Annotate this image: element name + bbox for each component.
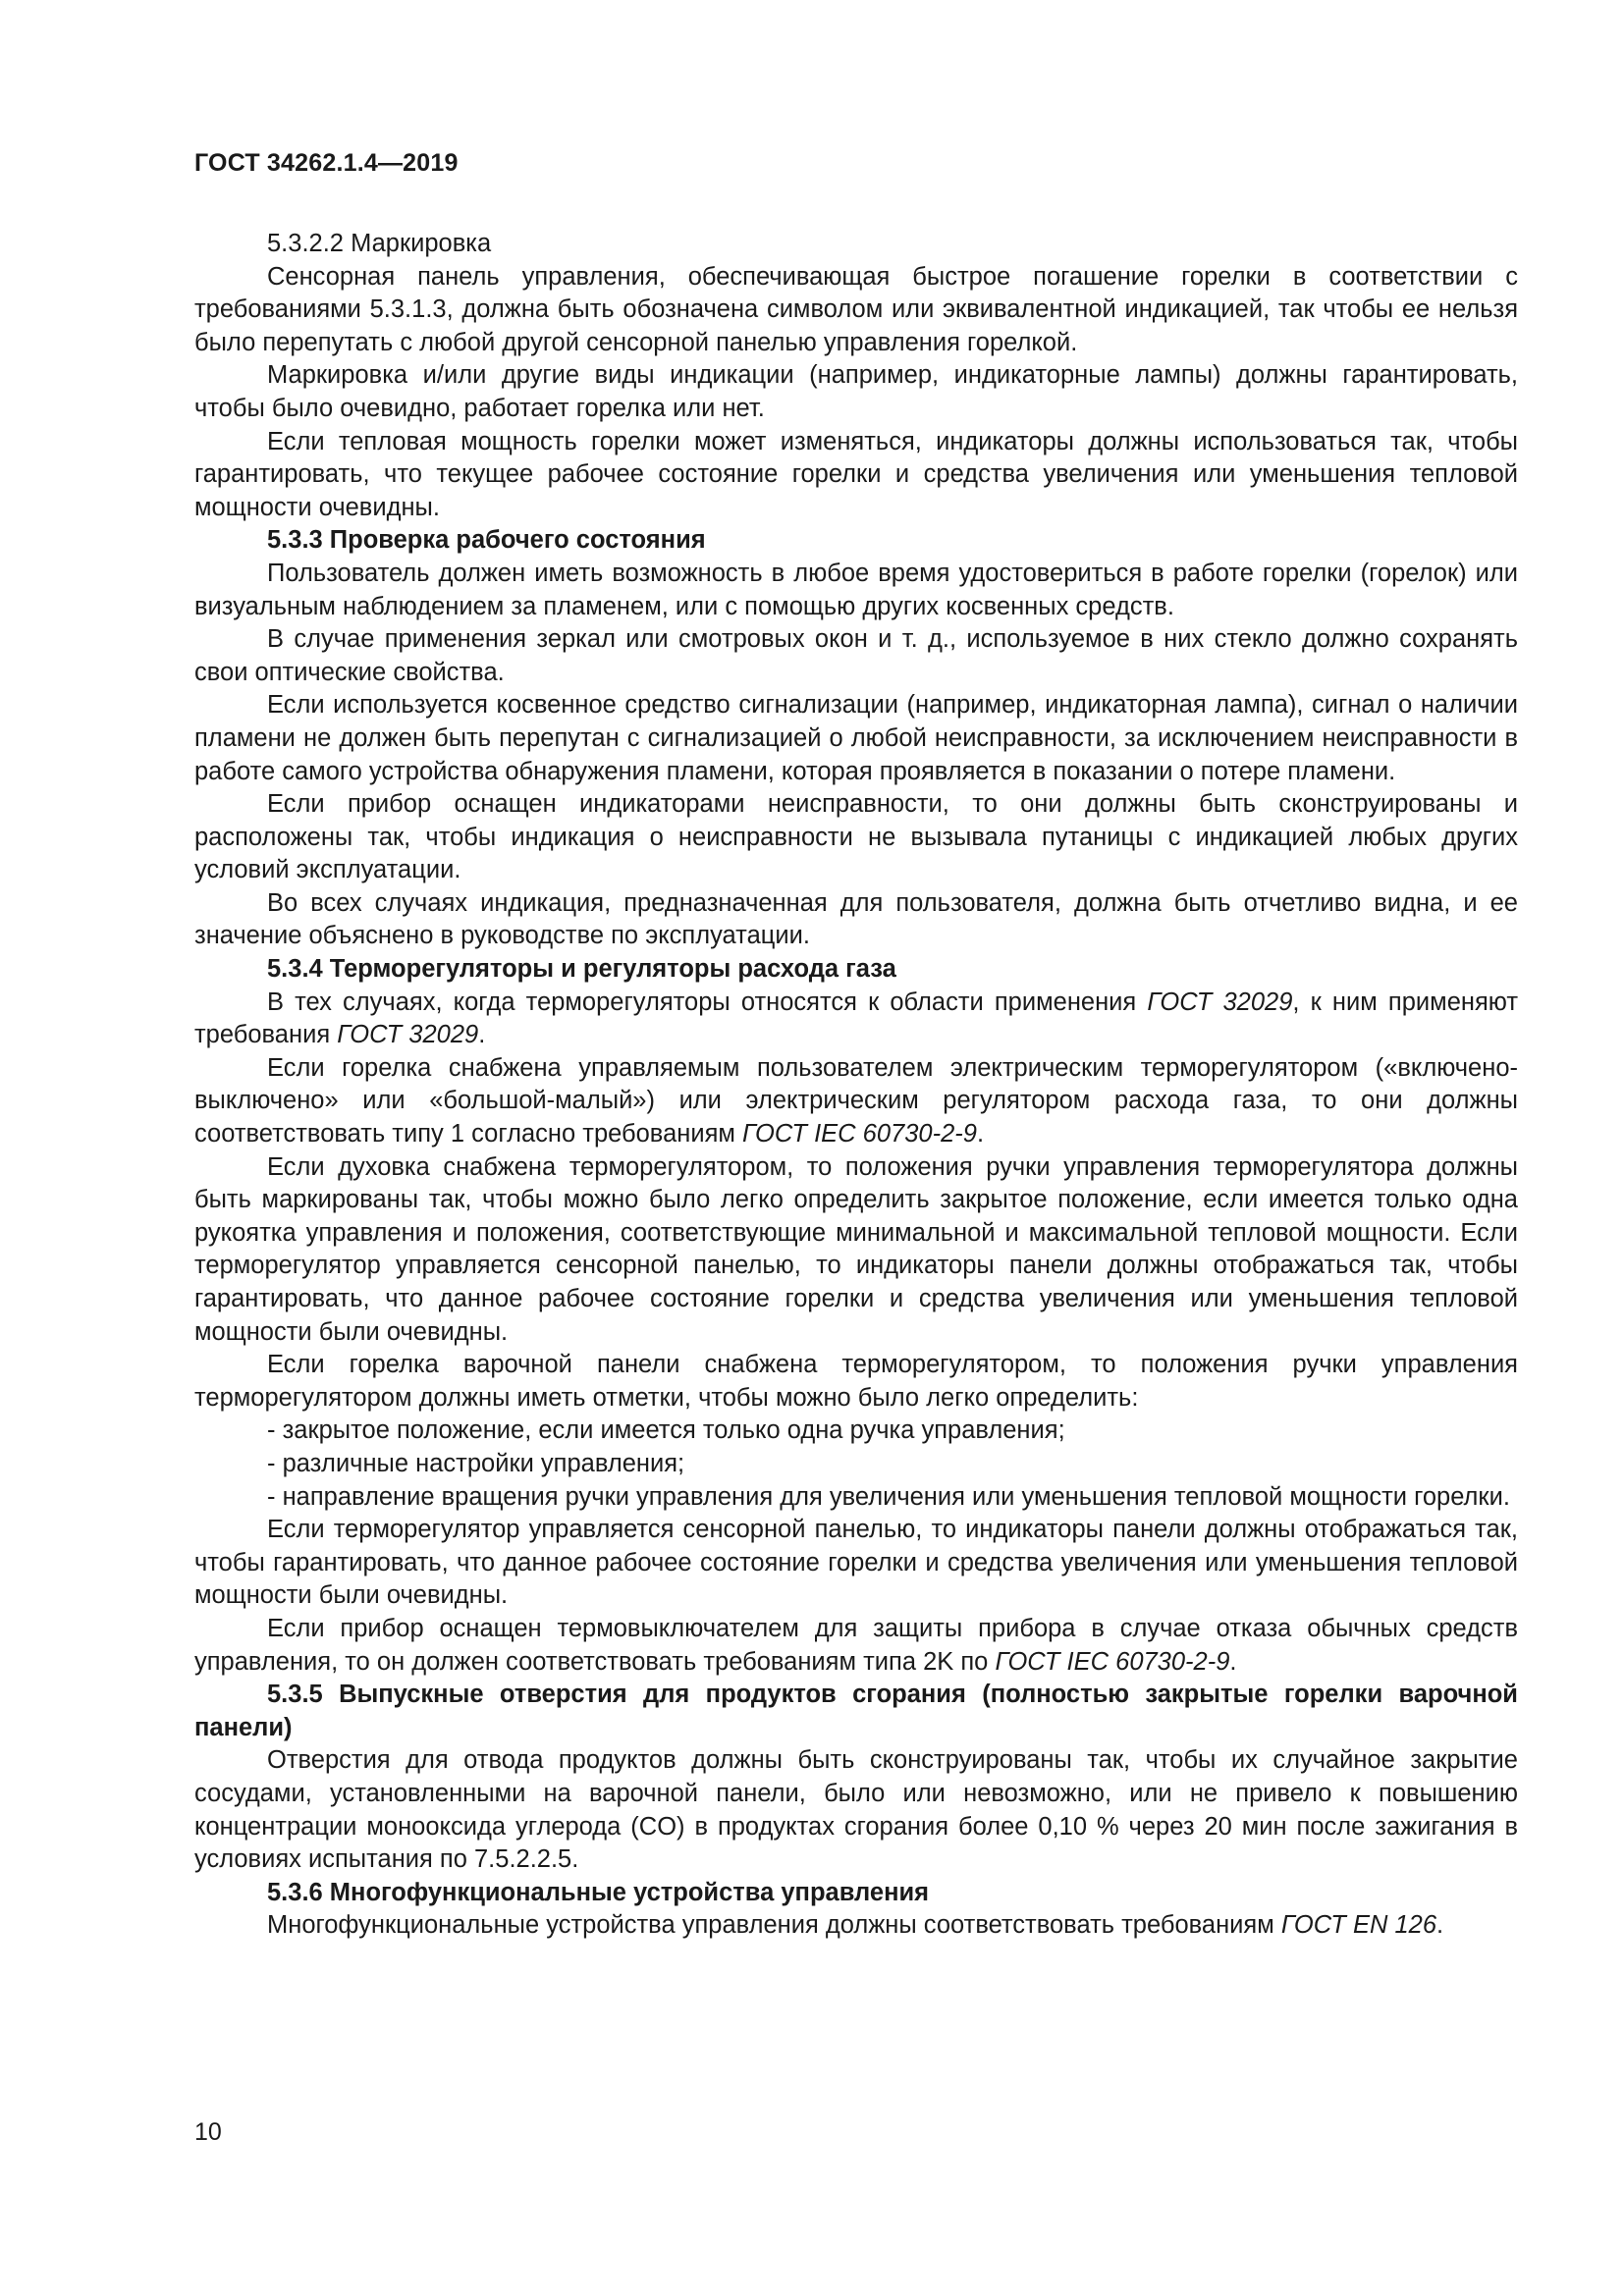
paragraph: Если используется косвенное средство сигнализации (например, индикаторная лампа), сигнал о наличии пламени не должен быть перепутан с сигнализацией о любой неисправности, за исключением неисправности в работе самого устройства обнаружения пламени, которая проявляется в показании о потере пламени. <box>194 691 1518 785</box>
standard-reference: ГОСТ 32029 <box>337 1021 479 1049</box>
text-run: , к ним применяют требования <box>194 988 1519 1049</box>
section-5-3-3-heading: 5.3.3 Проверка рабочего состояния <box>267 526 706 555</box>
section-5-3-6-heading: 5.3.6 Многофункциональные устройства управления <box>267 1878 930 1906</box>
document-body <box>194 228 1518 1943</box>
section-5-3-5-heading: 5.3.5 Выпускные отверстия для продуктов сгорания (полностью закрытые горелки варочной панели) <box>194 1681 1518 1741</box>
text-run: . <box>1229 1647 1237 1676</box>
paragraph <box>194 987 1518 1052</box>
paragraph: Пользователь должен иметь возможность в любое время удостовериться в работе горелки (горелок) или визуальным наблюдением за пламенем, или с помощью других косвенных средств. <box>194 559 1518 620</box>
text-run: Многофункциональные устройства управления должны соответствовать требованиям <box>267 1911 1281 1940</box>
list-item: - направление вращения ручки управления для увеличения или уменьшения тепловой мощности горелки. <box>267 1482 1510 1511</box>
paragraph: Маркировка и/или другие виды индикации (например, индикаторные лампы) должны гарантировать, чтобы было очевидно, работает горелка или нет. <box>194 361 1518 422</box>
standard-reference: ГОСТ EN 126 <box>1280 1911 1437 1940</box>
text-run: . <box>478 1021 486 1049</box>
document-page <box>194 147 1518 1943</box>
text-run: . <box>1436 1911 1444 1940</box>
paragraph: Если горелка варочной панели снабжена терморегулятором, то положения ручки управления терморегулятором должны иметь отметки, чтобы можно было легко определить: <box>194 1351 1518 1412</box>
paragraph: Отверстия для отвода продуктов должны быть сконструированы так, чтобы их случайное закрытие сосудами, установленными на варочной панели, было или невозможно, или не привело к повышению концентрации монооксида углерода (CO) в продуктах сгорания более 0,10 % через 20 мин после зажигания в условиях испытания по 7.5.2.2.5. <box>194 1746 1518 1874</box>
paragraph: Во всех случаях индикация, предназначенная для пользователя, должна быть отчетливо видна, и ее значение объяснено в руководстве по эксплуатации. <box>194 888 1518 950</box>
paragraph: Если прибор оснащен индикаторами неисправности, то они должны быть сконструированы и расположены так, чтобы индикация о неисправности не вызывала путаницы с индикацией любых других условий эксплуатации. <box>194 790 1518 884</box>
page-number: 10 <box>194 2118 222 2146</box>
paragraph: Сенсорная панель управления, обеспечивающая быстрое погашение горелки в соответствии с требованиями 5.3.1.3, должна быть обозначена символом или эквивалентной индикацией, так чтобы ее нельзя было перепутать с любой другой сенсорной панелью управления горелкой. <box>194 262 1518 356</box>
text-run: Если прибор оснащен термовыключателем для защиты прибора в случае отказа обычных средств управления, то он должен соответствовать требованиям типа 2K по <box>194 1614 1518 1676</box>
document-header: ГОСТ 34262.1.4—2019 <box>194 149 459 177</box>
paragraph <box>194 1613 1518 1679</box>
paragraph: Если духовка снабжена терморегулятором, то положения ручки управления терморегулятора должны быть маркированы так, чтобы можно было легко определить закрытое положение, если имеется только одна рукоятка управления и положения, соответствующие минимальной и максимальной тепловой мощности. Если терморегулятор управляется сенсорной панелью, то индикаторы панели должны отображаться так, чтобы гарантировать, что данное рабочее состояние горелки и средства увеличения или уменьшения тепловой мощности были очевидны. <box>194 1152 1518 1346</box>
text-run: В тех случаях, когда терморегуляторы относятся к области применения <box>267 988 1148 1016</box>
list-item: - закрытое положение, если имеется только одна ручка управления; <box>267 1416 1065 1445</box>
standard-reference: ГОСТ 32029 <box>1147 988 1293 1016</box>
standard-reference: ГОСТ IEC 60730-2-9 <box>742 1120 977 1148</box>
standard-reference: ГОСТ IEC 60730-2-9 <box>995 1647 1230 1676</box>
list-item: - различные настройки управления; <box>267 1449 685 1477</box>
paragraph: Если тепловая мощность горелки может изменяться, индикаторы должны использоваться так, чтобы гарантировать, что текущее рабочее состояние горелки и средства увеличения или уменьшения тепловой мощности очевидны. <box>194 427 1518 521</box>
text-run: . <box>976 1120 985 1148</box>
paragraph: В случае применения зеркал или смотровых окон и т. д., используемое в них стекло должно сохранять свои оптические свойства. <box>194 625 1518 686</box>
paragraph <box>194 1909 1518 1943</box>
section-5-3-4-heading: 5.3.4 Терморегуляторы и регуляторы расхода газа <box>267 955 896 984</box>
text-run: Если горелка снабжена управляемым пользователем электрическим терморегулятором («включено-выключено» или «большой-малый») или электрическим регулятором расхода газа, то они должны соответствовать типу 1 согласно требованиям <box>194 1053 1518 1148</box>
paragraph <box>194 1052 1518 1151</box>
paragraph: Если терморегулятор управляется сенсорной панелью, то индикаторы панели должны отображаться так, чтобы гарантировать, что данное рабочее состояние горелки и средства увеличения или уменьшения тепловой мощности были очевидны. <box>194 1516 1518 1610</box>
section-5-3-2-2-title: 5.3.2.2 Маркировка <box>267 230 492 257</box>
